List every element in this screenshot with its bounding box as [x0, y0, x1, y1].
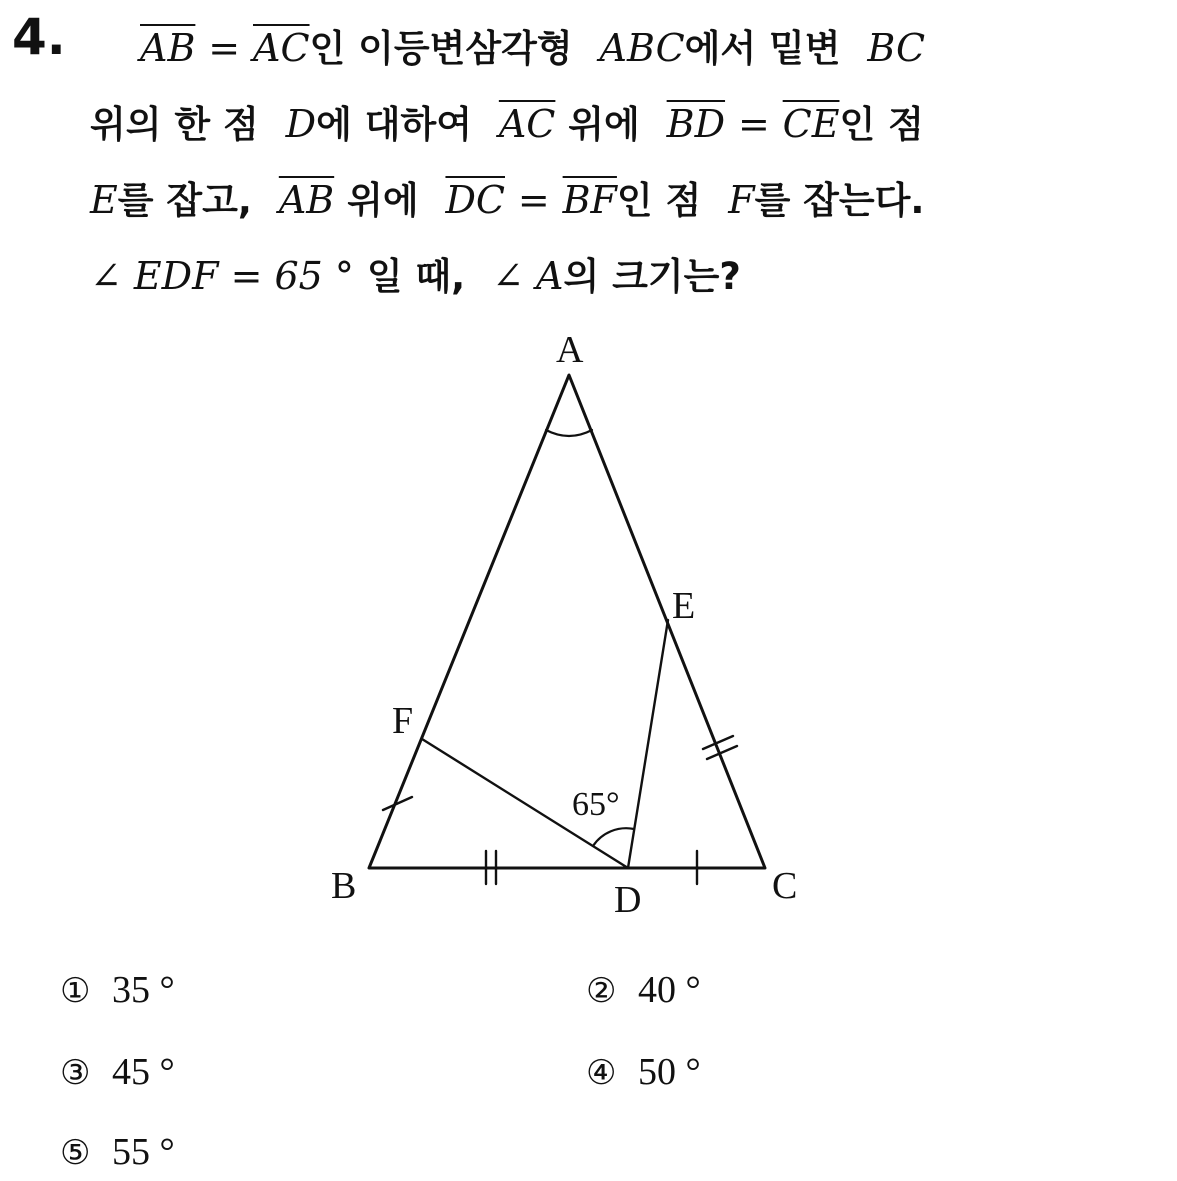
choice-4[interactable]: [586, 1050, 701, 1094]
vertex-label-f: F: [392, 700, 414, 742]
segment-bc: BC: [867, 26, 926, 70]
angle-a-arc: [546, 430, 592, 436]
choice-mark: ⑤: [60, 1135, 91, 1172]
triangle-abc: ABC: [599, 26, 685, 70]
point-f: F: [728, 178, 755, 222]
vertex-label-c: C: [772, 865, 798, 907]
segment-ac: $\overline{AC}$: [253, 26, 310, 70]
stem-text: 인 이등변삼각형: [309, 27, 573, 70]
stem-text: 에 대하여: [316, 103, 472, 146]
vertex-label-a: A: [556, 329, 584, 371]
segment-dc: $\overline{DC}$: [445, 178, 505, 222]
triangle-abc-outline: [369, 375, 765, 868]
angle-a: ∠ A: [492, 254, 564, 298]
angle-edf-arc: [593, 828, 634, 846]
segment-ac: $\overline{AC}$: [498, 102, 556, 146]
angle-edf: ∠ EDF = 65 °: [90, 254, 354, 298]
choice-2[interactable]: [586, 968, 701, 1012]
angle-label-65: 65°: [572, 786, 620, 823]
question-number: 4.: [12, 8, 66, 66]
equals-sign: =: [208, 26, 241, 70]
vertex-label-d: D: [614, 879, 642, 921]
choice-1[interactable]: [60, 968, 175, 1012]
segment-ab: $\overline{AB}$: [140, 26, 196, 70]
choice-value: 45 °: [112, 1051, 175, 1093]
segment-ce: $\overline{CE}$: [782, 102, 840, 146]
choice-value: 55 °: [112, 1131, 175, 1173]
choice-mark: ②: [586, 973, 617, 1010]
stem-text: 의 크기는?: [563, 255, 741, 298]
choice-mark: ④: [586, 1055, 617, 1092]
choice-value: 35 °: [112, 969, 175, 1011]
vertex-label-b: B: [331, 865, 357, 907]
stem-text: 일 때,: [366, 255, 466, 298]
choice-value: 50 °: [638, 1051, 701, 1093]
segment-bf: $\overline{BF}$: [562, 178, 617, 222]
segment-bd: $\overline{BD}$: [666, 102, 726, 146]
segment-ab: $\overline{AB}$: [278, 178, 335, 222]
stem-text: 위에: [347, 179, 419, 222]
choice-mark: ①: [60, 973, 91, 1010]
stem-text: 인 점: [839, 103, 924, 146]
stem-text: 에서 밑변: [684, 27, 841, 70]
point-e: E: [90, 178, 118, 222]
stem-text: 위의 한 점: [90, 103, 259, 146]
stem-text: 를 잡고,: [117, 179, 252, 222]
choice-mark: ③: [60, 1055, 91, 1092]
equals-sign: =: [737, 102, 770, 146]
stem-text: 를 잡는다.: [754, 179, 925, 222]
equals-sign: =: [517, 178, 550, 222]
segment-de: [628, 620, 668, 868]
vertex-label-e: E: [672, 585, 696, 627]
choice-3[interactable]: [60, 1050, 175, 1094]
choice-value: 40 °: [638, 969, 701, 1011]
stem-text: 인 점: [616, 179, 702, 222]
point-d: D: [285, 102, 317, 146]
choice-5[interactable]: [60, 1130, 175, 1174]
stem-text: 위에: [568, 103, 640, 146]
